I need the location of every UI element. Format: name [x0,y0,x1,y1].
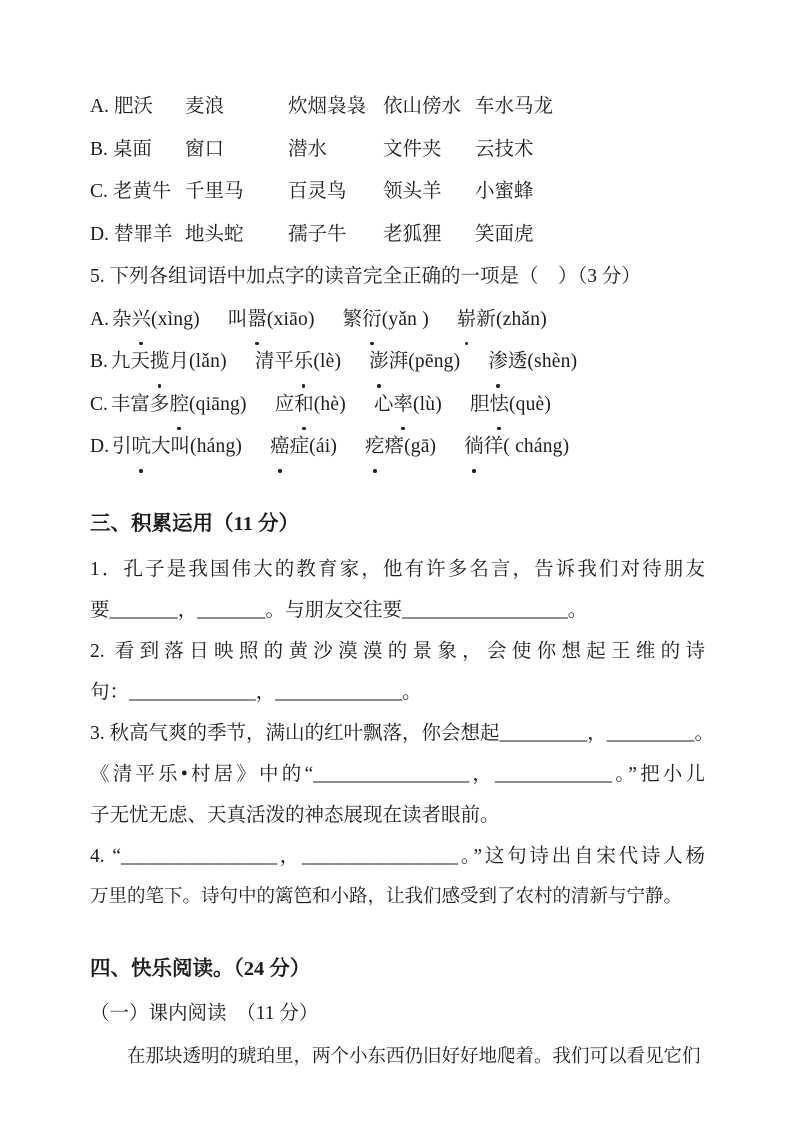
q4-line-1-blanks: 4. “________________，________________。”这句诗出自宋代诗人杨 [90,845,705,867]
q1-line-1: 1．孔子是我国伟大的教育家，他有许多名言，告诉我们对待朋友 [90,558,705,580]
word-option-row-c [90,171,705,214]
option-label: D. [90,223,109,245]
word-item: 老狐狸 [383,223,442,245]
word-item: 小蜜蜂 [475,181,534,202]
q5-option-row-b [90,341,705,384]
option-label: A. [90,308,109,330]
pinyin-word-item: 癌症(ái) [270,426,337,469]
word-item: 领头羊 [383,181,442,202]
q3-line-2-blanks: 《清平乐•村居》中的“________________，____________。”把小儿 [90,763,705,785]
word-item: 替罪羊 [113,223,173,245]
word-item: 麦浪 [185,96,225,117]
q2-line-2-blanks: 句：_____________，_____________。 [90,681,422,703]
word-item: 文件夹 [383,138,442,160]
q5-option-row-c [90,384,705,427]
option-label: C. [90,393,108,415]
pinyin-word-item: 丰富多腔(qiāng) [111,394,247,415]
word-item: 笑面虎 [475,223,534,245]
word-item: 肥沃 [113,96,153,117]
pinyin-word-item: 心率(lù) [374,384,442,427]
pinyin-word-item: 杂兴(xìng) [112,309,200,330]
word-item: 千里马 [185,181,244,202]
q3-line-3: 子无忧无虑、天真活泼的神态展现在读者眼前。 [90,804,500,826]
q1-line-2-blanks: 要_______，_______。与朋友交往要_________________。 [90,599,588,621]
word-options-block [90,86,705,256]
word-item: 老黄牛 [112,181,172,202]
option-label: D. [90,436,109,457]
pinyin-word-item: 徜徉( cháng) [464,426,569,469]
option-label: C. [90,181,108,202]
word-item: 孺子牛 [288,223,347,245]
pinyin-word-item: 繁衍(yǎn ) [343,299,429,342]
pinyin-word-item: 胆怯(què) [470,384,551,427]
q5-options-block [90,299,705,469]
word-item: 依山傍水 [383,96,462,117]
word-option-row-d [90,214,705,257]
pinyin-word-item: 叫嚣(xiāo) [228,299,315,342]
section-title-reading: 四、快乐阅读。（24 分） [90,957,311,980]
pinyin-word-item: 疙瘩(gā) [365,426,436,469]
pinyin-word-item: 九天揽月(lǎn) [111,351,227,372]
q4-line-2: 万里的笔下。诗句中的篱笆和小路，让我们感受到了农村的清新与宁静。 [90,886,683,907]
reading-passage-line: 在那块透明的琥珀里，两个小东西仍旧好好地爬着。我们可以看见它们 [127,1046,701,1067]
q5-option-row-d [90,426,705,469]
pinyin-word-item: 崭新(zhǎn) [457,299,547,342]
option-label: A. [90,96,109,117]
word-item: 潜水 [288,138,328,160]
q5-stem: 5. 下列各组词语中加点字的读音完全正确的一项是（ ）（3 分） [90,266,641,287]
pinyin-word-item: 应和(hè) [275,384,346,427]
pinyin-word-item: 引吭大叫(háng) [112,436,242,457]
word-item: 窗口 [185,138,225,160]
pinyin-word-item: 渗透(shèn) [488,341,577,384]
option-label: B. [90,351,108,372]
word-option-row-a [90,86,705,129]
pinyin-word-item: 清平乐(lè) [255,341,341,384]
section-title-accumulate: 三、积累运用（11 分） [90,512,299,535]
q5-option-row-a [90,299,705,342]
word-item: 地头蛇 [185,223,244,245]
word-item: 云技术 [475,138,534,160]
word-item: 百灵鸟 [288,181,347,202]
pinyin-word-item: 澎湃(pēng) [369,341,460,384]
q3-line-1-blanks: 3. 秋高气爽的季节，满山的红叶飘落，你会想起_________，_________。 [90,722,715,744]
option-label: B. [90,138,108,160]
word-item: 炊烟袅袅 [288,96,367,117]
word-item: 桌面 [112,138,152,160]
q2-line-1: 2. 看到落日映照的黄沙漠漠的景象，会使你想起王维的诗 [90,640,705,662]
word-item: 车水马龙 [475,96,554,117]
word-option-row-b [90,129,705,172]
subsection-reading-in-class: （一）课内阅读 （11 分） [90,1002,319,1024]
